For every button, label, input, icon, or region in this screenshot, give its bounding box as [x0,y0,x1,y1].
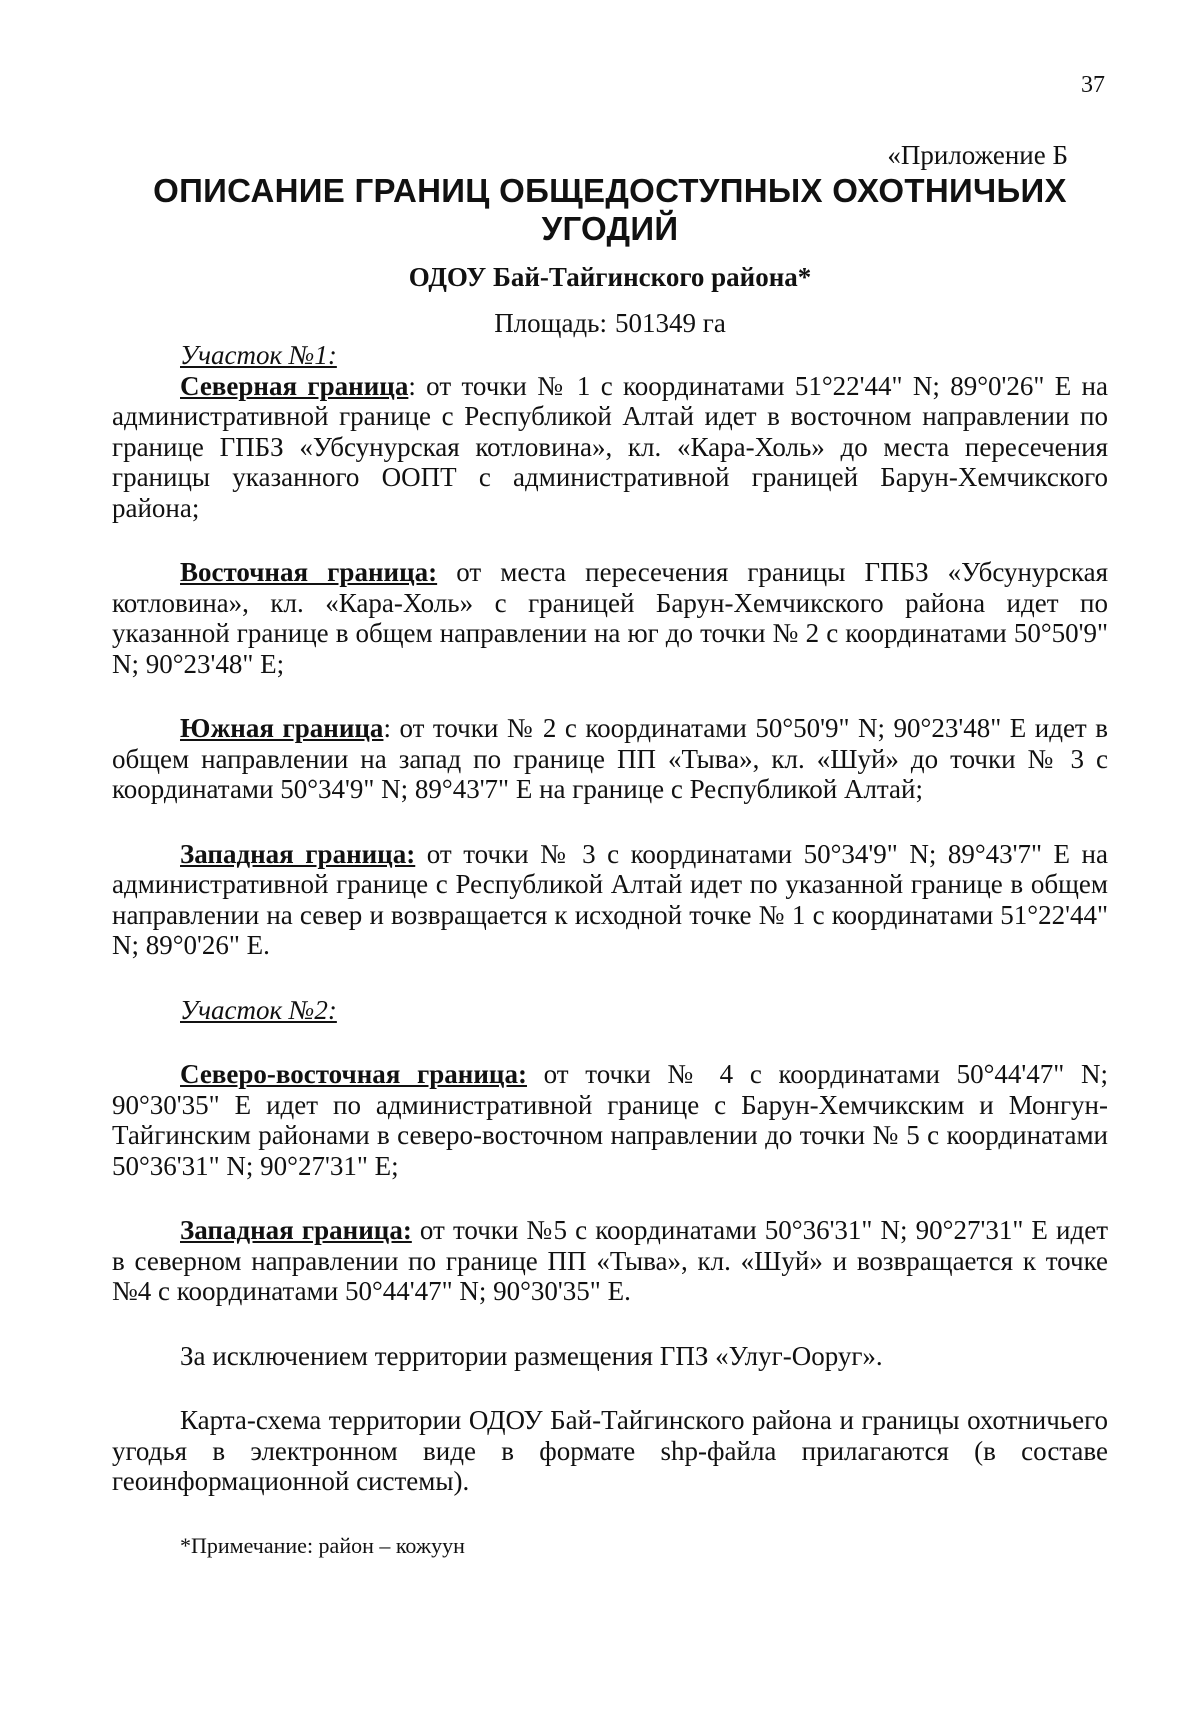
area-line [150,308,1070,339]
document-title: ОПИСАНИЕ ГРАНИЦ ОБЩЕДОСТУПНЫХ ОХОТНИЧЬИХ УГОДИЙ [153,172,1067,247]
boundary-heading: Западная граница: [180,1215,412,1245]
section-1-east-boundary [112,557,1108,679]
boundary-heading: Северная граница [180,370,409,401]
section-1-title: Участок №1: [180,340,337,370]
boundary-heading: Южная граница [180,713,384,743]
boundary-heading: Восточная граница: [180,557,438,587]
section-1-west-boundary [112,839,1108,961]
map-attachment-note: Карта-схема территории ОДОУ Бай-Тайгинского района и границы охотничьего угодья в электронном виде в формате shp-файла прилагаются (в составе геоинформационной системы). [112,1405,1108,1496]
section-2-west-boundary [112,1215,1108,1307]
boundary-heading: Северо-восточная граница: [180,1059,527,1089]
section-1-south-boundary [112,713,1108,805]
boundary-heading: Западная граница: [180,838,416,869]
area-label: Площадь: [494,308,607,338]
boundary-text: от точки №5 с координатами 50°36'31" N; 90°27'31" E идет в северном направлении по границе ПП «Тыва», кл. «Шуй» и возвращается к точке №4 с координатами 50°44'47" N; 90°30'35" E. [112,1215,1108,1306]
boundary-text: от места пересечения границы ГПБЗ «Убсунурская котловина», кл. «Кара-Холь» с границей Барун-Хемчикского района идет по указанной границе в общем направлении на юг до точки № 2 с координатами 50°50'9" N; 90°23'48" E; [112,557,1109,679]
appendix-label: «Приложение Б [887,140,1068,170]
footnote: *Примечание: район – кожуун [180,1532,465,1558]
boundary-text: от точки № 4 с координатами 50°44'47" N; 90°30'35" E идет по административной границе с Барун-Хемчикским и Монгун-Тайгинским районами в северо-восточном направлении до точки № 5 с координатами 50°36'31" N; 90°27'31" E; [112,1059,1108,1181]
section-2-title: Участок №2: [180,994,337,1025]
page-number: 37 [1081,72,1105,98]
document-body [112,340,1108,1561]
section-1-north-boundary [112,371,1108,524]
exclusion-note: За исключением территории размещения ГПЗ «Улуг-Ооруг». [180,1340,883,1371]
boundary-text: : от точки № 2 с координатами 50°50'9" N; 90°23'48" E идет в общем направлении на запад по границе ПП «Тыва», кл. «Шуй» до точки № 3 с координатами 50°34'9" N; 89°43'7" E на границе с Республикой Алтай; [112,713,1108,804]
boundary-text: : от точки № 1 с координатами 51°22'44" N; 89°0'26" E на административной границе с Республикой Алтай идет в восточном направлении по границе ГПБЗ «Убсунурская котловина», кл. «Кара-Холь» до места пересечения границы указанного ООПТ с административной границей Барун-Хемчикского района; [112,370,1108,523]
section-2-northeast-boundary [112,1059,1108,1181]
area-value: 501349 га [615,308,726,338]
boundary-text: от точки № 3 с координатами 50°34'9" N; 89°43'7" E на административной границе с Республикой Алтай идет по указанной границе в общем направлении на север и возвращается к исходной точке № 1 с координатами 51°22'44" N; 89°0'26" E. [112,838,1108,960]
document-subtitle: ОДОУ Бай-Тайгинского района* [408,262,812,292]
